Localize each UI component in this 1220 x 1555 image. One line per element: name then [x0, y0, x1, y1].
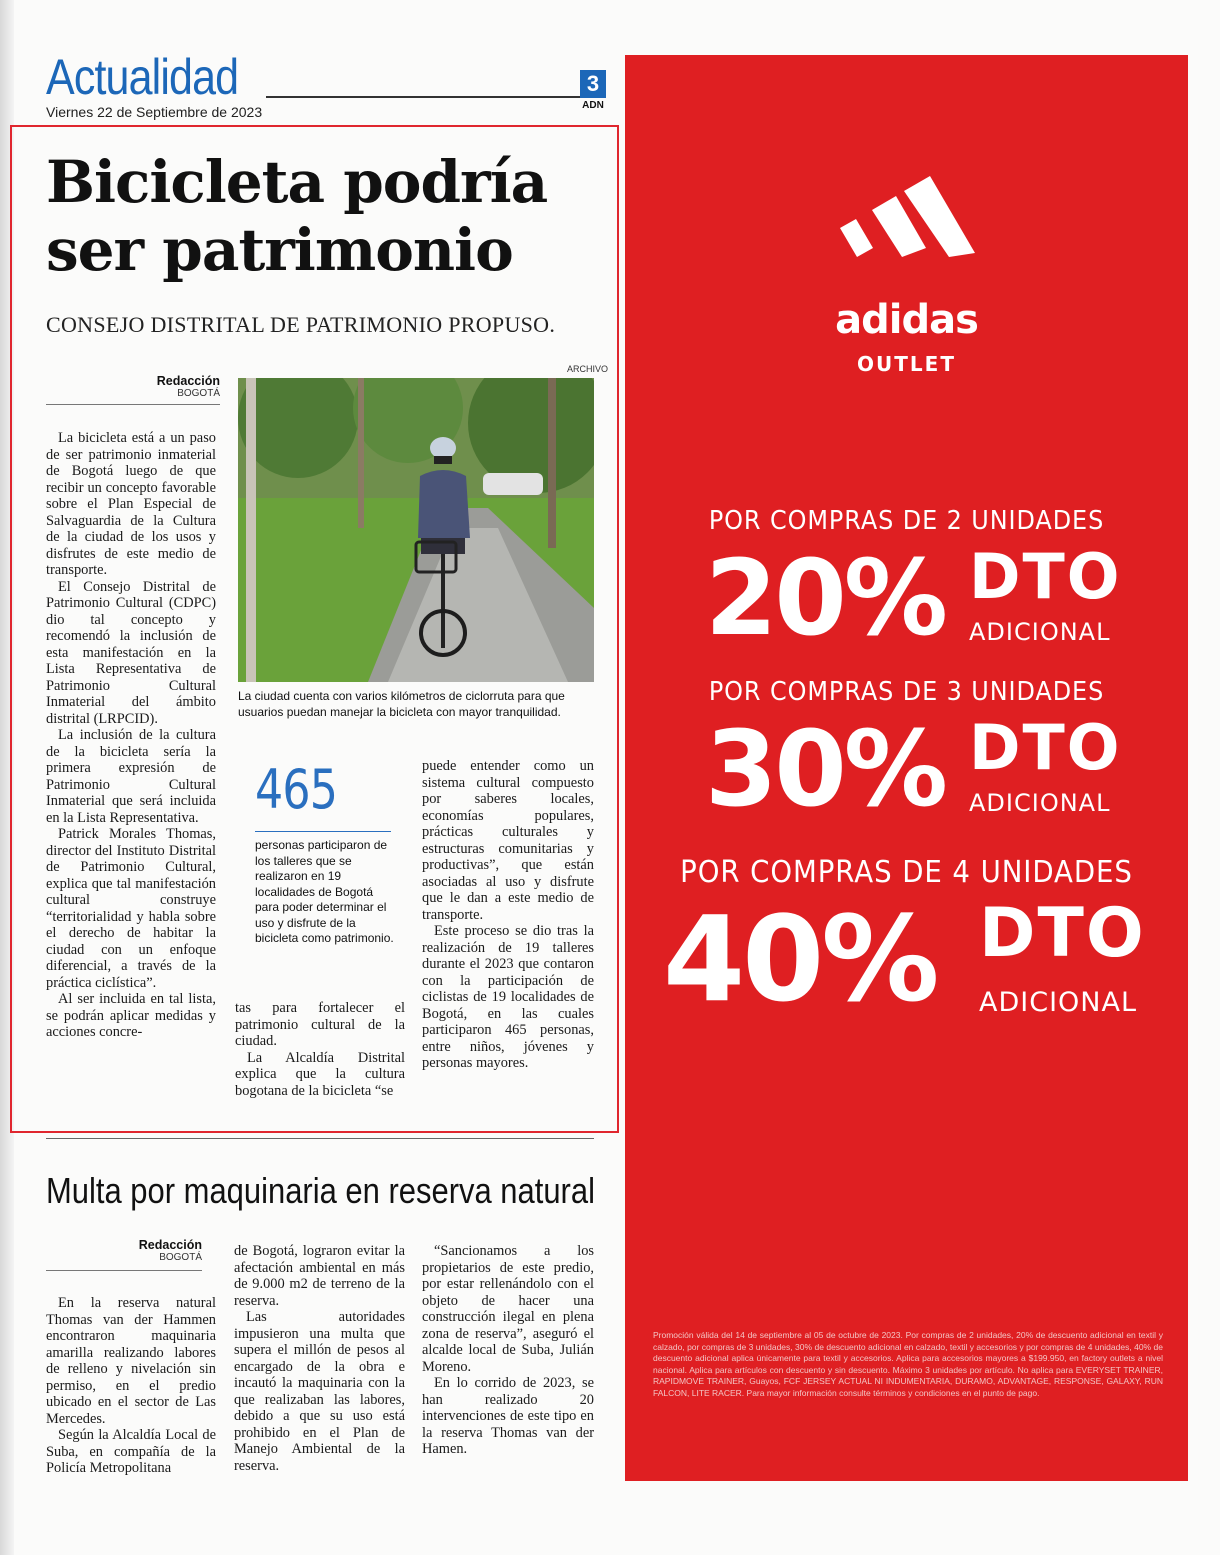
article-column-3 [422, 1243, 594, 1458]
photo-caption: La ciudad cuenta con varios kilómetros de ciclorruta para que usuarios puedan manejar la bicicleta con mayor tranquilidad. [238, 689, 565, 719]
paragraph: La bicicleta está a un paso de ser patrimonio inmaterial de Bogotá luego de que recibir un concepto favorable sobre el Plan Especial de Salvaguardia de la Cultura de la ciudad de los usos y disfrutes de este medio de transporte. [46, 430, 216, 578]
paragraph: puede entender como un sistema cultural compuesto por saberes locales, economías populares, prácticas culturales y estructuras comunitarias y productivas”, que están asociadas al uso y disfrute que le dan a este medio de transporte. [422, 758, 594, 923]
adidas-outlet-ad [625, 55, 1188, 1481]
paragraph: Patrick Morales Thomas, director del Instituto Distrital de Patrimonio Cultural, explica que tal manifestación cultural construye “territorialidad y habla sobre el derecho de habitar la ciudad con un enfoque diferencial, a través de la práctica ciclística”. [46, 826, 216, 991]
paragraph: Al ser incluida en tal lista, se podrán aplicar medidas y acciones concre- [46, 991, 216, 1040]
headline-line-1: Bicicleta podría [46, 148, 548, 216]
story-divider [46, 1138, 594, 1139]
stat-number: 465 [255, 758, 338, 821]
issue-date: Viernes 22 de Septiembre de 2023 [46, 104, 263, 120]
byline-name: Redacción [156, 374, 220, 388]
byline [46, 374, 220, 399]
offer-dto: DTO [979, 894, 1146, 973]
offer-condition: POR COMPRAS DE 2 UNIDADES [708, 506, 1105, 536]
paragraph: Las autoridades impusieron una multa que supera el millón de pesos al encargado de la obra e incautó la maquinaria con la que realizaban las labores, debido a que su uso está prohibido en el Plan de Manejo Ambiental de la reserva. [234, 1309, 405, 1474]
article-column-3 [422, 758, 594, 1072]
byline-name: Redacción [138, 1238, 202, 1252]
brand-name: adidas [835, 297, 978, 343]
offer-condition: POR COMPRAS DE 4 UNIDADES [680, 855, 1133, 890]
adn-logo: ADN [582, 100, 604, 111]
subheadline: CONSEJO DISTRITAL DE PATRIMONIO PROPUSO. [46, 312, 556, 337]
cyclist-photo-illustration [238, 378, 594, 682]
offer-label: ADICIONAL [969, 618, 1111, 646]
offer-condition: POR COMPRAS DE 3 UNIDADES [708, 677, 1105, 707]
offer-percent: 30% [705, 708, 945, 830]
secondary-headline: Multa por maquinaria en reserva natural [46, 1170, 595, 1211]
header-rule [266, 96, 582, 98]
paragraph: Según la Alcaldía Local de Suba, en compañía de la Policía Metropolitana [46, 1427, 216, 1476]
offer-percent: 40% [663, 890, 937, 1028]
byline-rule [46, 1270, 202, 1271]
ad-legal-terms: Promoción válida del 14 de septiembre al 05 de octubre de 2023. Por compras de 2 unidades, 20% de descuento adicional en textil y calzado, por compras de 3 unidades, 30% de descuento adicional en calzado, textil y accesorios y por compras de 4 unidades, 40% de descuento adicional aplica únicamente para textil y accesorios. Aplica para accesorios mayores a $199.950, en factory outlets a nivel nacional. Aplica para artículos con descuento y sin descuento. Máximo 3 unidades por artículo. No aplica para EVERYSET TRAINER, RAPIDMOVE TRAINER, Guayos, FCF JERSEY ACTUAL NI INDUMENTARIA, DURAMO, ADVANTAGE, RESPONSE, GALAXY, RUN FALCON, LITE RACER. Para mayor información consulte términos y condiciones en el punto de pago. [653, 1330, 1163, 1398]
offer-dto: DTO [969, 540, 1122, 613]
article-column-1 [46, 1295, 216, 1477]
stat-description: personas participaron de los talleres que se realizaron en 19 localidades de Bogotá para poder determinar el uso y disfrute de la bicicleta como patrimonio. [255, 838, 394, 945]
byline-city: BOGOTÁ [159, 1252, 202, 1263]
main-headline [46, 148, 606, 284]
article-column-1 [46, 430, 216, 1041]
byline-city: BOGOTÁ [177, 388, 220, 399]
offer-percent: 20% [705, 537, 945, 659]
stat-rule [255, 831, 391, 832]
paragraph: de Bogotá, lograron evitar la afectación ambiental en más de 9.000 m2 de terreno de la reserva. [234, 1243, 405, 1309]
cyclist-photo [238, 378, 594, 682]
paragraph: En la reserva natural Thomas van der Hammen encontraron maquinaria amarilla realizando labores de relleno y nivelación sin permiso, en el predio ubicado en el sector de Las Mercedes. [46, 1295, 216, 1427]
photo-credit: ARCHIVO [566, 364, 608, 374]
offer-label: ADICIONAL [979, 987, 1138, 1018]
byline-rule [46, 404, 220, 405]
headline-line-2: ser patrimonio [46, 216, 513, 284]
paragraph: Este proceso se dio tras la realización de 19 talleres durante el 2023 que contaron con la participación de ciclistas de 19 localidades de Bogotá, en las cuales participaron 465 personas, entre niños, jóvenes y personas mayores. [422, 923, 594, 1071]
paragraph: “Sancionamos a los propietarios de este predio, por estar rellenándolo con el objeto de hacer una construcción ilegal en plena zona de reserva”, aseguró el alcalde local de Suba, Julián Moreno. [422, 1243, 594, 1375]
paragraph: La inclusión de la cultura de la bicicleta sería la primera expresión de Patrimonio Cultural Inmaterial que será incluida en la Lista Representativa. [46, 727, 216, 826]
article-column-2 [235, 1000, 405, 1099]
paragraph: tas para fortalecer el patrimonio cultural de la ciudad. [235, 1000, 405, 1049]
brand-outlet-label: OUTLET [857, 352, 956, 376]
byline [46, 1238, 202, 1263]
section-title: Actualidad [46, 49, 239, 105]
page-number: 3 [580, 70, 606, 98]
paragraph: El Consejo Distrital de Patrimonio Cultural (CDPC) dio tal concepto y recomendó la inclusión de esta manifestación en la Lista Representativa de Patrimonio Cultural Inmaterial del ámbito distrital (LRPCID). [46, 578, 216, 727]
offer-dto: DTO [969, 711, 1122, 784]
paragraph: En lo corrido de 2023, se han realizado 20 intervenciones de este tipo en la reserva Thomas van der Hamen. [422, 1375, 594, 1457]
paragraph: La Alcaldía Distrital explica que la cultura bogotana de la bicicleta “se [235, 1049, 405, 1099]
offer-label: ADICIONAL [969, 789, 1111, 817]
article-column-2 [234, 1243, 405, 1474]
